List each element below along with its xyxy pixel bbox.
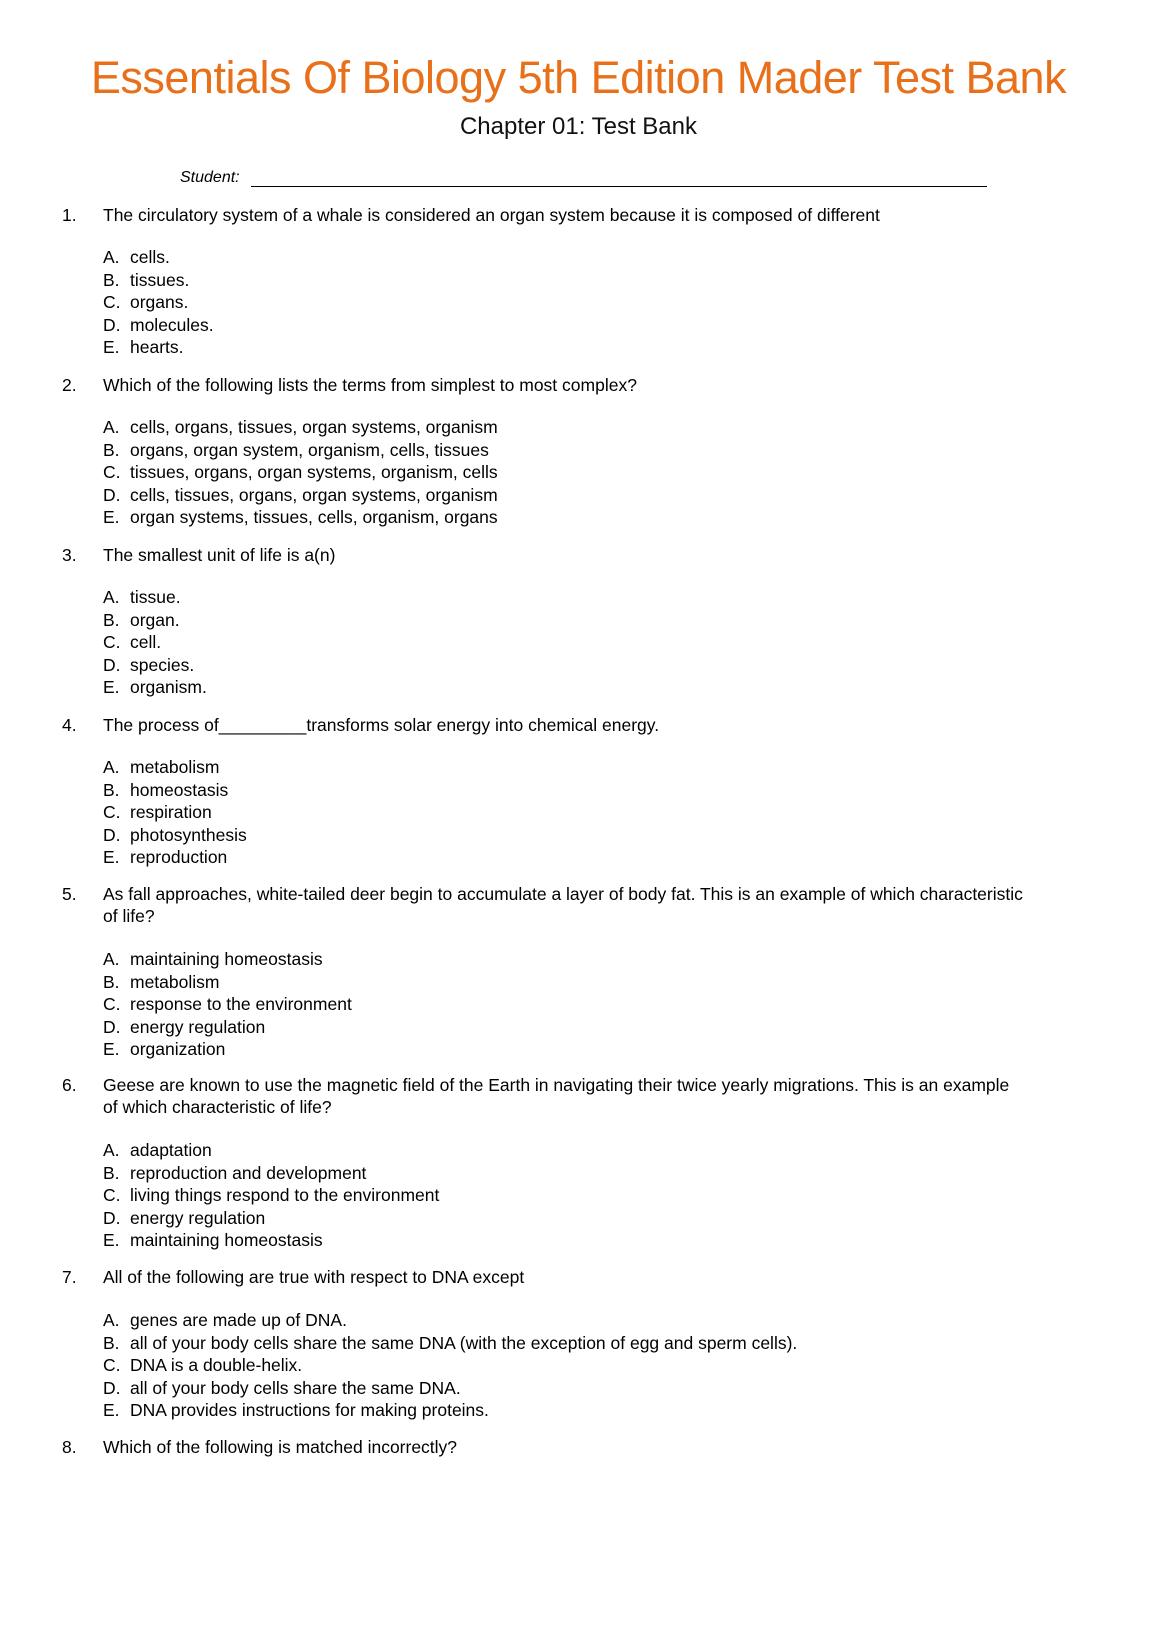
option-letter: B.	[103, 439, 120, 460]
answer-option-e[interactable]	[103, 676, 207, 699]
answer-options	[103, 586, 207, 699]
answer-options	[103, 246, 214, 359]
question-text: The process of_________transforms solar energy into chemical energy.	[103, 715, 660, 735]
option-text: hearts.	[130, 337, 184, 357]
question-text: As fall approaches, white-tailed deer begin to accumulate a layer of body fat. This is an example of which characteristic of life?	[103, 884, 1023, 926]
option-text: cells.	[130, 247, 170, 267]
answer-option-a[interactable]	[103, 416, 498, 439]
answer-option-b[interactable]	[103, 439, 498, 462]
option-text: cells, organs, tissues, organ systems, organism	[130, 417, 498, 437]
option-letter: B.	[103, 1332, 120, 1353]
option-letter: C.	[103, 632, 121, 652]
option-text: organs.	[130, 292, 189, 312]
option-text: reproduction	[130, 847, 228, 867]
answer-option-b[interactable]	[103, 1332, 797, 1355]
answer-option-b[interactable]	[103, 609, 207, 632]
answer-option-b[interactable]	[103, 1162, 439, 1185]
answer-option-e[interactable]	[103, 1229, 439, 1252]
option-text: homeostasis	[130, 779, 229, 800]
answer-option-d[interactable]	[103, 824, 247, 847]
answer-option-a[interactable]	[103, 1139, 439, 1162]
answer-option-c[interactable]	[103, 291, 214, 314]
option-text: cells, tissues, organs, organ systems, organism	[130, 484, 498, 505]
option-letter: E.	[103, 1400, 120, 1420]
option-letter: D.	[103, 654, 121, 675]
option-text: organism.	[130, 677, 207, 697]
option-text: genes are made up of DNA.	[130, 1310, 347, 1330]
answer-option-d[interactable]	[103, 314, 214, 337]
answer-options	[103, 416, 498, 529]
option-letter: A.	[103, 1310, 120, 1330]
option-text: organization	[130, 1039, 226, 1059]
option-text: maintaining homeostasis	[130, 949, 323, 969]
answer-option-e[interactable]	[103, 336, 214, 359]
page-title: Essentials Of Biology 5th Edition Mader Test Bank	[90, 52, 1067, 103]
option-letter: A.	[103, 1140, 120, 1160]
answer-option-c[interactable]	[103, 461, 498, 484]
answer-options	[103, 948, 352, 1061]
answer-option-e[interactable]	[103, 1038, 352, 1061]
option-letter: E.	[103, 337, 120, 357]
question-number: 6.	[62, 1075, 77, 1095]
question-number: 4.	[62, 715, 77, 735]
option-letter: B.	[103, 1162, 120, 1183]
answer-option-d[interactable]	[103, 1016, 352, 1039]
question-number: 5.	[62, 884, 77, 904]
option-letter: E.	[103, 677, 120, 697]
option-letter: D.	[103, 1377, 121, 1398]
answer-option-a[interactable]	[103, 756, 247, 779]
question-text: Which of the following lists the terms from simplest to most complex?	[103, 375, 637, 395]
option-letter: E.	[103, 1230, 120, 1250]
option-text: metabolism	[130, 971, 220, 992]
option-text: cell.	[130, 632, 162, 652]
option-text: respiration	[130, 802, 212, 822]
option-text: living things respond to the environment	[130, 1185, 440, 1205]
answer-option-e[interactable]	[103, 846, 247, 869]
option-letter: C.	[103, 1185, 121, 1205]
answer-option-a[interactable]	[103, 246, 214, 269]
option-letter: A.	[103, 247, 120, 267]
answer-option-e[interactable]	[103, 506, 498, 529]
answer-option-e[interactable]	[103, 1399, 797, 1422]
option-letter: C.	[103, 994, 121, 1014]
option-text: all of your body cells share the same DNA.	[130, 1377, 461, 1398]
option-letter: B.	[103, 779, 120, 800]
option-text: organ.	[130, 609, 180, 630]
option-text: DNA provides instructions for making proteins.	[130, 1400, 489, 1420]
option-letter: C.	[103, 292, 121, 312]
option-letter: C.	[103, 462, 121, 482]
question-text: Geese are known to use the magnetic field of the Earth in navigating their twice yearly migrations. This is an example of which characteristic of life?	[103, 1075, 1010, 1117]
option-letter: A.	[103, 417, 120, 437]
answer-option-c[interactable]	[103, 993, 352, 1016]
answer-option-a[interactable]	[103, 948, 352, 971]
question-number: 3.	[62, 545, 77, 565]
answer-option-d[interactable]	[103, 484, 498, 507]
option-text: molecules.	[130, 314, 214, 335]
option-text: reproduction and development	[130, 1162, 367, 1183]
answer-option-c[interactable]	[103, 801, 247, 824]
option-text: response to the environment	[130, 994, 352, 1014]
option-letter: D.	[103, 1207, 121, 1228]
question-number: 1.	[62, 205, 77, 225]
student-label: Student:	[180, 169, 240, 186]
answer-option-c[interactable]	[103, 1354, 797, 1377]
student-name-line[interactable]	[251, 186, 987, 187]
question-number: 8.	[62, 1437, 77, 1457]
option-letter: A.	[103, 949, 120, 969]
answer-option-b[interactable]	[103, 269, 214, 292]
option-letter: A.	[103, 757, 120, 777]
answer-option-d[interactable]	[103, 654, 207, 677]
answer-option-c[interactable]	[103, 1184, 439, 1207]
option-text: energy regulation	[130, 1207, 266, 1228]
option-text: metabolism	[130, 757, 220, 777]
option-text: photosynthesis	[130, 824, 247, 845]
answer-option-a[interactable]	[103, 586, 207, 609]
option-text: all of your body cells share the same DNA (with the exception of egg and sperm cells).	[130, 1332, 798, 1353]
question-text: All of the following are true with respect to DNA except	[103, 1267, 525, 1287]
option-letter: C.	[103, 802, 121, 822]
option-letter: A.	[103, 587, 120, 607]
option-letter: C.	[103, 1355, 121, 1375]
question-number: 2.	[62, 375, 77, 395]
question-text: Which of the following is matched incorrectly?	[103, 1437, 458, 1457]
option-letter: E.	[103, 507, 120, 527]
answer-option-b[interactable]	[103, 971, 352, 994]
question-number: 7.	[62, 1267, 77, 1287]
answer-option-a[interactable]	[103, 1309, 797, 1332]
option-letter: B.	[103, 609, 120, 630]
option-text: tissues.	[130, 269, 190, 290]
option-letter: D.	[103, 484, 121, 505]
option-text: energy regulation	[130, 1016, 266, 1037]
option-text: organ systems, tissues, cells, organism, organs	[130, 507, 498, 527]
option-text: adaptation	[130, 1140, 212, 1160]
answer-option-b[interactable]	[103, 779, 247, 802]
option-letter: E.	[103, 1039, 120, 1059]
answer-option-d[interactable]	[103, 1207, 439, 1230]
chapter-subtitle: Chapter 01: Test Bank	[459, 113, 698, 140]
option-letter: B.	[103, 269, 120, 290]
answer-option-c[interactable]	[103, 631, 207, 654]
question-text: The smallest unit of life is a(n)	[103, 545, 336, 565]
option-text: tissues, organs, organ systems, organism, cells	[130, 462, 498, 482]
option-text: tissue.	[130, 587, 181, 607]
option-text: maintaining homeostasis	[130, 1230, 323, 1250]
option-letter: B.	[103, 971, 120, 992]
option-text: organs, organ system, organism, cells, tissues	[130, 439, 489, 460]
option-text: species.	[130, 654, 195, 675]
answer-options	[103, 1139, 439, 1252]
option-letter: E.	[103, 847, 120, 867]
answer-options	[103, 1309, 797, 1422]
option-letter: D.	[103, 314, 121, 335]
question-text: The circulatory system of a whale is considered an organ system because it is composed of different	[103, 205, 880, 225]
answer-option-d[interactable]	[103, 1377, 797, 1400]
answer-options	[103, 756, 247, 869]
option-letter: D.	[103, 824, 121, 845]
option-letter: D.	[103, 1016, 121, 1037]
option-text: DNA is a double-helix.	[130, 1355, 303, 1375]
